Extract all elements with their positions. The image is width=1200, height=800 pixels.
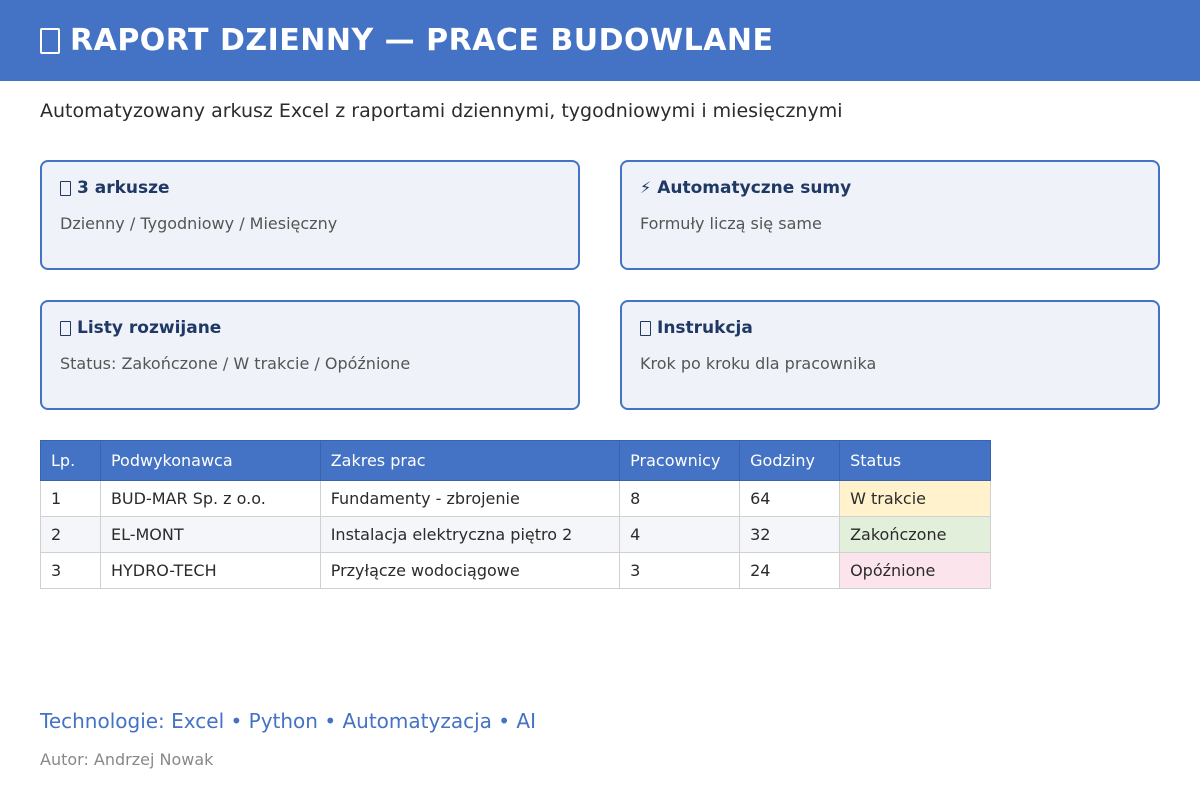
author-line: Autor: Andrzej Nowak: [40, 750, 214, 769]
list-icon: [60, 321, 71, 336]
card-description: Dzienny / Tygodniowy / Miesięczny: [60, 214, 338, 233]
card-title: Automatyczne sumy: [657, 178, 852, 198]
column-header-status: Status: [840, 441, 991, 481]
cell-workers: 3: [620, 553, 740, 589]
status-badge: Opóźnione: [840, 553, 991, 589]
page-subtitle: Automatyzowany arkusz Excel z raportami dziennymi, tygodniowymi i miesięcznymi: [40, 100, 843, 122]
column-header-subcontractor: Podwykonawca: [100, 441, 320, 481]
cell-hours: 24: [740, 553, 840, 589]
cell-scope: Przyłącze wodociągowe: [320, 553, 619, 589]
cell-subcontractor: HYDRO-TECH: [100, 553, 320, 589]
page-title-text: RAPORT DZIENNY — PRACE BUDOWLANE: [70, 23, 774, 58]
column-header-hours: Godziny: [740, 441, 840, 481]
feature-card-sheets: [40, 160, 580, 270]
column-header-scope: Zakres prac: [320, 441, 619, 481]
card-title: Listy rozwijane: [77, 318, 222, 338]
cell-hours: 32: [740, 517, 840, 553]
card-description: Status: Zakończone / W trakcie / Opóźnione: [60, 354, 411, 373]
technologies-line: Technologie: Excel • Python • Automatyzacja • AI: [40, 709, 536, 733]
report-table: [40, 440, 991, 589]
feature-card-instructions: [620, 300, 1160, 410]
cell-scope: Instalacja elektryczna piętro 2: [320, 517, 619, 553]
cell-lp: 3: [41, 553, 101, 589]
card-description: Krok po kroku dla pracownika: [640, 354, 877, 373]
cell-lp: 2: [41, 517, 101, 553]
instruction-icon: [640, 321, 651, 336]
card-title: 3 arkusze: [77, 178, 170, 198]
table-row: [41, 553, 991, 589]
cell-hours: 64: [740, 481, 840, 517]
sheets-icon: [60, 181, 71, 196]
status-badge: W trakcie: [840, 481, 991, 517]
page-header: [0, 0, 1200, 81]
clipboard-icon: [40, 28, 60, 54]
feature-card-auto-sums: [620, 160, 1160, 270]
feature-card-dropdowns: [40, 300, 580, 410]
cell-subcontractor: BUD-MAR Sp. z o.o.: [100, 481, 320, 517]
cell-scope: Fundamenty - zbrojenie: [320, 481, 619, 517]
card-title: Instrukcja: [657, 318, 753, 338]
lightning-icon: ⚡: [640, 178, 652, 197]
cell-workers: 4: [620, 517, 740, 553]
column-header-lp: Lp.: [41, 441, 101, 481]
status-badge: Zakończone: [840, 517, 991, 553]
table-header-row: [41, 441, 991, 481]
cell-subcontractor: EL-MONT: [100, 517, 320, 553]
column-header-workers: Pracownicy: [620, 441, 740, 481]
card-description: Formuły liczą się same: [640, 214, 822, 233]
table-row: [41, 481, 991, 517]
cell-workers: 8: [620, 481, 740, 517]
table-row: [41, 517, 991, 553]
cell-lp: 1: [41, 481, 101, 517]
page-title: [40, 23, 774, 58]
